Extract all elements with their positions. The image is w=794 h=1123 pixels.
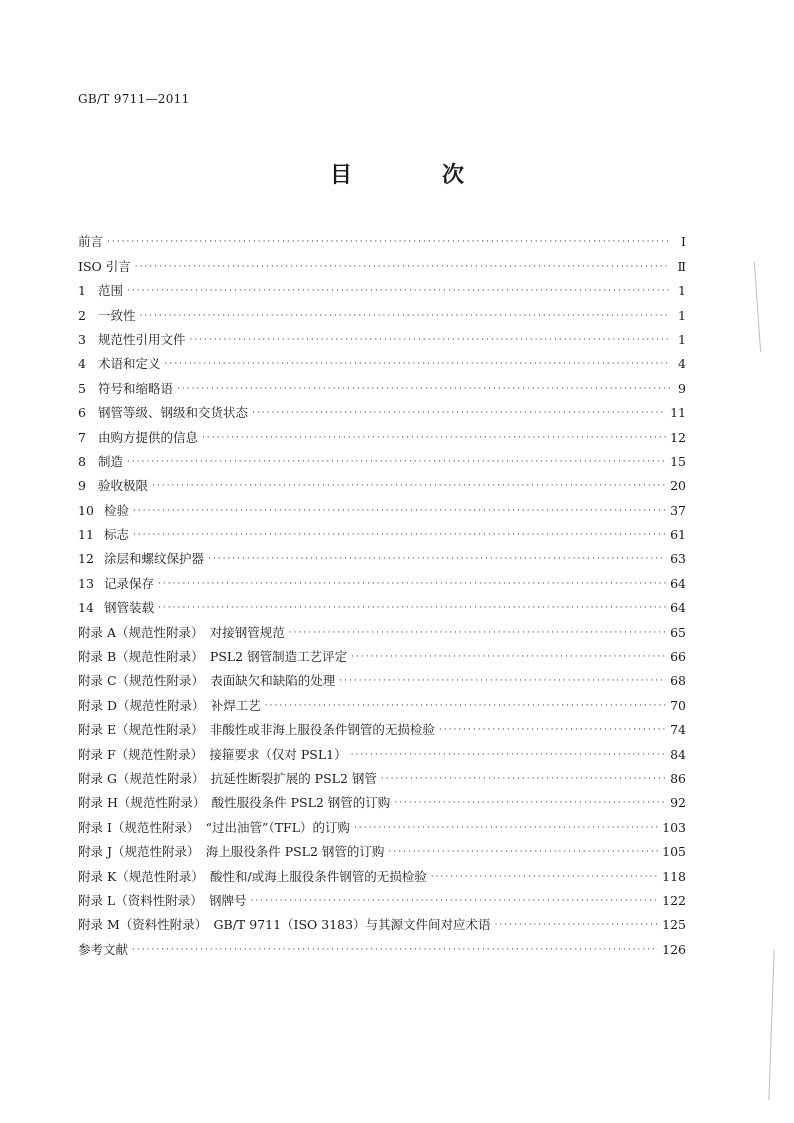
toc-entry-page: 1 bbox=[678, 331, 686, 347]
toc-leader-dots bbox=[265, 698, 666, 714]
toc-entry-page: 1 bbox=[678, 283, 686, 299]
toc-entry[interactable] bbox=[78, 324, 686, 348]
toc-entry-label bbox=[78, 527, 129, 543]
toc-entry-number: 2 bbox=[78, 307, 86, 323]
toc-entry-label bbox=[78, 820, 350, 836]
toc-entry-title: 附录 K（规范性附录） 酸性和/或海上服役条件钢管的无损检验 bbox=[78, 868, 427, 884]
toc-leader-dots bbox=[158, 600, 666, 616]
toc-entry-number: 10 bbox=[78, 502, 94, 518]
toc-entry-page: Ⅱ bbox=[677, 258, 686, 274]
toc-leader-dots bbox=[394, 795, 666, 811]
toc-entry[interactable] bbox=[78, 250, 686, 274]
scan-edge-mark bbox=[754, 262, 761, 352]
toc-entry-title: 附录 E（规范性附录） 非酸性或非海上服役条件钢管的无损检验 bbox=[78, 722, 435, 738]
toc-entry-label bbox=[78, 405, 248, 421]
toc-entry[interactable] bbox=[78, 470, 686, 494]
toc-entry-page: 64 bbox=[670, 575, 686, 591]
toc-leader-dots bbox=[252, 405, 666, 421]
toc-entry-page: Ⅰ bbox=[681, 234, 686, 250]
toc-entry[interactable] bbox=[78, 519, 686, 543]
toc-entry-title: 规范性引用文件 bbox=[98, 331, 186, 347]
toc-entry-label bbox=[78, 893, 247, 909]
toc-entry-number: 9 bbox=[78, 478, 86, 494]
toc-entry-page: 86 bbox=[670, 770, 686, 786]
toc-entry-title: 附录 D（规范性附录） 补焊工艺 bbox=[78, 697, 261, 713]
toc-entry-title: 验收极限 bbox=[98, 478, 149, 494]
toc-entry-page: 37 bbox=[670, 502, 686, 518]
toc-entry-title: 标志 bbox=[104, 527, 130, 543]
table-of-contents bbox=[78, 226, 686, 958]
toc-entry-page: 74 bbox=[670, 722, 686, 738]
toc-entry-page: 12 bbox=[670, 429, 686, 445]
toc-entry[interactable] bbox=[78, 787, 686, 811]
toc-entry-number: 3 bbox=[78, 331, 86, 347]
toc-entry[interactable] bbox=[78, 689, 686, 713]
toc-leader-dots bbox=[431, 869, 658, 885]
toc-entry[interactable] bbox=[78, 738, 686, 762]
toc-entry-title: 附录 G（规范性附录） 抗延性断裂扩展的 PSL2 钢管 bbox=[78, 770, 377, 786]
toc-leader-dots bbox=[135, 259, 670, 275]
toc-entry[interactable] bbox=[78, 592, 686, 616]
toc-leader-dots bbox=[152, 478, 666, 494]
toc-entry-label bbox=[78, 698, 261, 714]
toc-entry[interactable] bbox=[78, 348, 686, 372]
toc-entry-label bbox=[78, 844, 384, 860]
toc-entry-label bbox=[78, 478, 148, 494]
toc-entry[interactable] bbox=[78, 616, 686, 640]
toc-entry-label bbox=[78, 332, 186, 348]
scan-edge-mark bbox=[768, 950, 774, 1100]
toc-entry-label bbox=[78, 917, 491, 933]
toc-leader-dots bbox=[251, 893, 659, 909]
toc-entry-page: 11 bbox=[670, 405, 686, 421]
toc-entry-number: 8 bbox=[78, 453, 86, 469]
toc-leader-dots bbox=[289, 625, 666, 641]
toc-leader-dots bbox=[495, 917, 659, 933]
toc-entry-title: ISO 引言 bbox=[78, 258, 131, 274]
toc-entry-page: 68 bbox=[670, 673, 686, 689]
toc-entry-page: 92 bbox=[670, 795, 686, 811]
toc-entry-page: 65 bbox=[670, 624, 686, 640]
toc-entry-number: 12 bbox=[78, 551, 94, 567]
toc-entry-page: 125 bbox=[662, 917, 686, 933]
toc-leader-dots bbox=[140, 308, 670, 324]
toc-leader-dots bbox=[132, 942, 658, 958]
toc-entry[interactable] bbox=[78, 665, 686, 689]
toc-leader-dots bbox=[133, 503, 666, 519]
toc-leader-dots bbox=[381, 771, 666, 787]
toc-entry-label bbox=[78, 381, 173, 397]
toc-entry[interactable] bbox=[78, 763, 686, 787]
toc-entry-label bbox=[78, 795, 390, 811]
toc-entry[interactable] bbox=[78, 811, 686, 835]
toc-entry-page: 70 bbox=[670, 697, 686, 713]
toc-entry-label bbox=[78, 551, 204, 567]
toc-entry-page: 105 bbox=[662, 844, 686, 860]
toc-entry[interactable] bbox=[78, 299, 686, 323]
toc-entry[interactable] bbox=[78, 275, 686, 299]
toc-entry-title: 前言 bbox=[78, 234, 104, 250]
toc-entry-title: 涂层和螺纹保护器 bbox=[104, 551, 205, 567]
toc-entry[interactable] bbox=[78, 885, 686, 909]
toc-entry-title: 附录 C（规范性附录） 表面缺欠和缺陷的处理 bbox=[78, 673, 336, 689]
toc-leader-dots bbox=[127, 283, 670, 299]
toc-entry-number: 11 bbox=[78, 527, 94, 543]
toc-entry-title: 附录 I（规范性附录） “过出油管”（TFL）的订购 bbox=[78, 819, 351, 835]
toc-entry-title: 符号和缩略语 bbox=[98, 380, 174, 396]
toc-entry[interactable] bbox=[78, 372, 686, 396]
toc-entry-page: 20 bbox=[670, 478, 686, 494]
toc-entry-page: 84 bbox=[670, 746, 686, 762]
toc-entry-page: 63 bbox=[670, 551, 686, 567]
toc-entry-title: 制造 bbox=[98, 453, 124, 469]
toc-entry[interactable] bbox=[78, 543, 686, 567]
toc-entry-label bbox=[78, 600, 154, 616]
toc-entry-label bbox=[78, 234, 103, 250]
toc-leader-dots bbox=[388, 844, 658, 860]
toc-entry-page: 64 bbox=[670, 600, 686, 616]
toc-entry-label bbox=[78, 747, 347, 763]
toc-entry-page: 1 bbox=[678, 307, 686, 323]
toc-leader-dots bbox=[177, 381, 670, 397]
toc-entry-label bbox=[78, 503, 129, 519]
toc-leader-dots bbox=[351, 747, 666, 763]
toc-leader-dots bbox=[107, 234, 670, 250]
toc-entry-label bbox=[78, 625, 285, 641]
toc-entry-page: 61 bbox=[670, 527, 686, 543]
toc-entry-label bbox=[78, 576, 154, 592]
toc-entry-number: 1 bbox=[78, 283, 86, 299]
toc-entry-title: 记录保存 bbox=[104, 575, 155, 591]
toc-entry-title: 由购方提供的信息 bbox=[98, 429, 199, 445]
toc-entry-label bbox=[78, 673, 335, 689]
toc-leader-dots bbox=[339, 673, 666, 689]
toc-entry-number: 5 bbox=[78, 380, 86, 396]
page-title: 目 次 bbox=[329, 162, 498, 188]
toc-entry[interactable] bbox=[78, 567, 686, 591]
toc-entry-page: 122 bbox=[662, 892, 686, 908]
toc-leader-dots bbox=[202, 430, 666, 446]
toc-leader-dots bbox=[190, 332, 670, 348]
toc-entry-title: 附录 B（规范性附录） PSL2 钢管制造工艺评定 bbox=[78, 649, 348, 665]
toc-entry-title: 附录 H（规范性附录） 酸性服役条件 PSL2 钢管的订购 bbox=[78, 795, 391, 811]
toc-entry-label bbox=[78, 771, 377, 787]
toc-entry-title: 钢管等级、钢级和交货状态 bbox=[98, 405, 249, 421]
toc-entry-page: 4 bbox=[678, 356, 686, 372]
toc-entry-title: 附录 A（规范性附录） 对接钢管规范 bbox=[78, 624, 285, 640]
toc-entry-page: 126 bbox=[662, 941, 686, 957]
toc-entry-number: 14 bbox=[78, 600, 94, 616]
toc-entry-title: 参考文献 bbox=[78, 941, 129, 957]
toc-entry-title: 范围 bbox=[98, 283, 124, 299]
toc-entry-page: 9 bbox=[678, 380, 686, 396]
toc-entry-title: 一致性 bbox=[98, 307, 136, 323]
toc-leader-dots bbox=[127, 454, 666, 470]
toc-entry[interactable] bbox=[78, 909, 686, 933]
toc-entry-title: 检验 bbox=[104, 502, 130, 518]
toc-entry-title: 附录 F（规范性附录） 接箍要求（仅对 PSL1） bbox=[78, 746, 347, 762]
toc-entry-label bbox=[78, 308, 136, 324]
toc-entry-page: 118 bbox=[662, 868, 686, 884]
standard-code: GB/T 9711—2011 bbox=[78, 92, 190, 106]
toc-entry[interactable] bbox=[78, 836, 686, 860]
toc-entry[interactable] bbox=[78, 860, 686, 884]
toc-entry-label bbox=[78, 283, 123, 299]
toc-entry[interactable] bbox=[78, 714, 686, 738]
toc-entry[interactable] bbox=[78, 421, 686, 445]
toc-entry-label bbox=[78, 259, 131, 275]
toc-entry-label bbox=[78, 869, 427, 885]
toc-entry-number: 7 bbox=[78, 429, 86, 445]
toc-entry-label bbox=[78, 430, 198, 446]
toc-entry-label bbox=[78, 649, 347, 665]
toc-entry-title: 附录 J（规范性附录） 海上服役条件 PSL2 钢管的订购 bbox=[78, 844, 385, 860]
toc-entry-title: 附录 M（资料性附录） GB/T 9711（ISO 3183）与其源文件间对应术语 bbox=[78, 917, 491, 933]
toc-entry-number: 4 bbox=[78, 356, 86, 372]
toc-entry[interactable] bbox=[78, 494, 686, 518]
toc-entry[interactable] bbox=[78, 933, 686, 957]
toc-entry-label bbox=[78, 722, 435, 738]
toc-leader-dots bbox=[354, 820, 658, 836]
toc-entry-title: 钢管装载 bbox=[104, 600, 155, 616]
toc-leader-dots bbox=[208, 551, 666, 567]
toc-entry-number: 13 bbox=[78, 575, 94, 591]
toc-entry-number: 6 bbox=[78, 405, 86, 421]
toc-entry-label bbox=[78, 356, 161, 372]
toc-entry[interactable] bbox=[78, 446, 686, 470]
toc-entry-label bbox=[78, 454, 123, 470]
toc-leader-dots bbox=[158, 576, 666, 592]
toc-leader-dots bbox=[133, 527, 666, 543]
toc-leader-dots bbox=[439, 722, 666, 738]
toc-leader-dots bbox=[165, 356, 670, 372]
toc-entry-page: 103 bbox=[662, 819, 686, 835]
toc-entry-page: 66 bbox=[670, 649, 686, 665]
toc-entry-label bbox=[78, 942, 128, 958]
toc-leader-dots bbox=[351, 649, 666, 665]
toc-entry[interactable] bbox=[78, 226, 686, 250]
toc-entry[interactable] bbox=[78, 397, 686, 421]
toc-entry-title: 术语和定义 bbox=[98, 356, 161, 372]
toc-entry-title: 附录 L（资料性附录） 钢牌号 bbox=[78, 892, 247, 908]
toc-entry-page: 15 bbox=[670, 453, 686, 469]
toc-entry[interactable] bbox=[78, 641, 686, 665]
